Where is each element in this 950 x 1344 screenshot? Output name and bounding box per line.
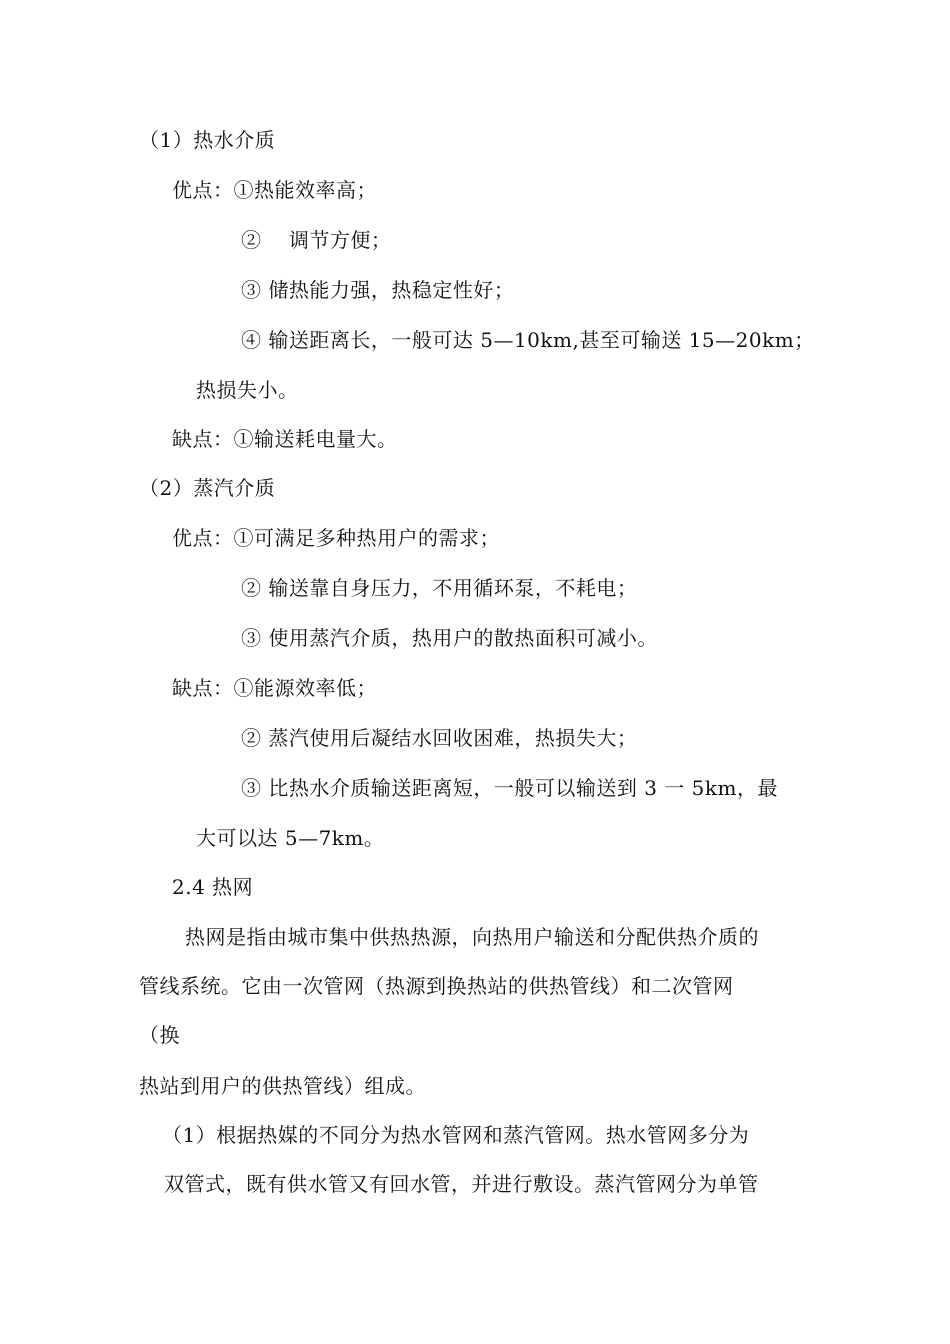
hot-water-pros-4-continued: 热损失小。 [196, 378, 299, 402]
heat-network-paragraph-line: （换 [139, 1023, 180, 1047]
hot-water-cons-1: 缺点：①输送耗电量大。 [172, 427, 398, 451]
hot-water-pros-4: ④ 输送距离长，一般可达 5—10km,甚至可输送 15—20km； [241, 328, 815, 352]
heat-network-paragraph-line: 热站到用户的供热管线）组成。 [139, 1074, 426, 1098]
steam-cons-3: ③ 比热水介质输送距离短，一般可以输送到 3 一 5km，最 [241, 776, 778, 800]
steam-cons-2: ② 蒸汽使用后凝结水回收困难，热损失大； [241, 726, 638, 750]
steam-pros-2: ② 输送靠自身压力，不用循环泵，不耗电； [241, 576, 638, 600]
hot-water-heading: （1）热水介质 [139, 128, 276, 152]
section-title-heat-network: 2.4 热网 [172, 875, 254, 899]
heat-network-paragraph-line: 管线系统。它由一次管网（热源到换热站的供热管线）和二次管网 [139, 974, 734, 998]
steam-cons-3-continued: 大可以达 5—7km。 [196, 826, 385, 850]
heat-network-item-1-line: 双管式，既有供水管又有回水管，并进行敷设。蒸汽管网分为单管 [164, 1172, 759, 1196]
heat-network-item-1-line: （1）根据热媒的不同分为热水管网和蒸汽管网。热水管网多分为 [162, 1123, 750, 1147]
hot-water-pros-1: 优点：①热能效率高； [172, 178, 377, 202]
steam-cons-1: 缺点：①能源效率低； [172, 676, 377, 700]
steam-pros-1: 优点：①可满足多种热用户的需求； [172, 526, 500, 550]
heat-network-paragraph-line: 热网是指由城市集中供热热源，向热用户输送和分配供热介质的 [185, 925, 759, 949]
steam-pros-3: ③ 使用蒸汽介质，热用户的散热面积可减小。 [241, 626, 658, 650]
steam-heading: （2）蒸汽介质 [139, 476, 276, 500]
hot-water-pros-2: ② 调节方便； [241, 228, 392, 252]
hot-water-pros-3: ③ 储热能力强，热稳定性好； [241, 278, 515, 302]
